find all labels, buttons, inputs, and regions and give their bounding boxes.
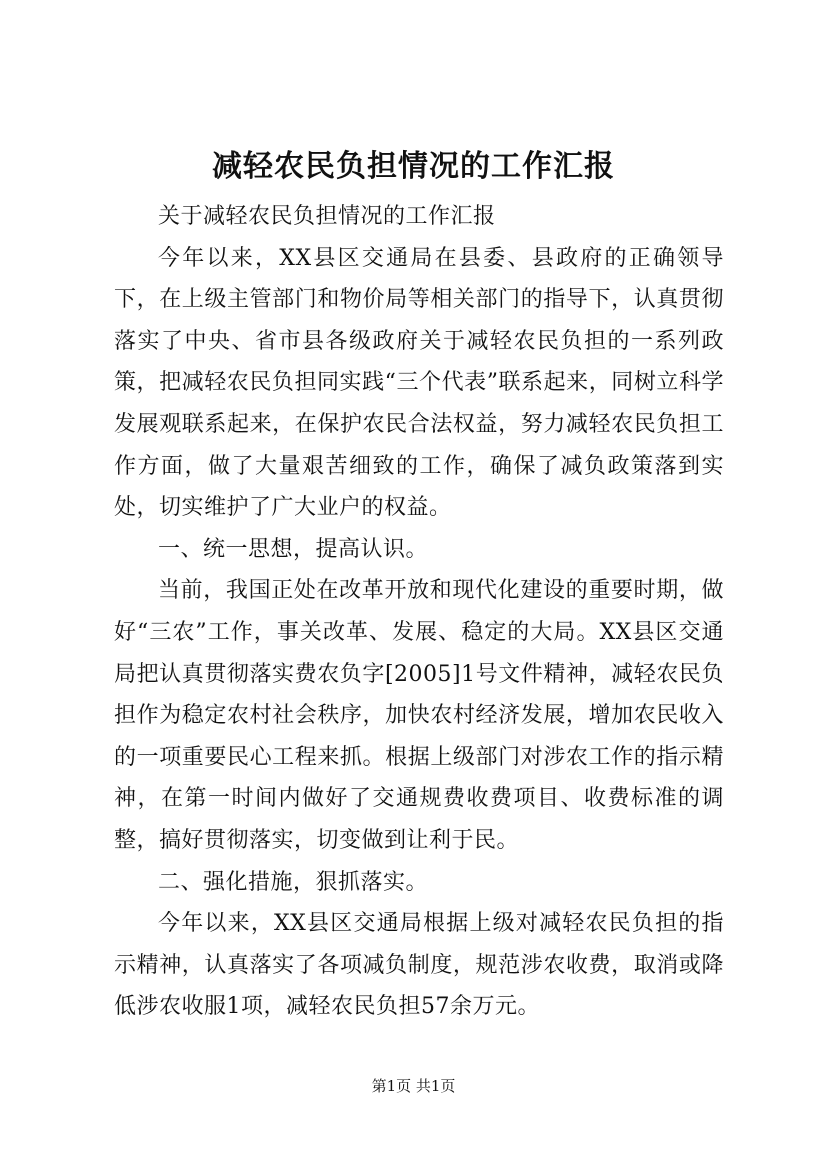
paragraph-section-1: 当前，我国正处在改革开放和现代化建设的重要时期，做好“三农”工作，事关改革、发展、稳定的大局。XX县区交通局把认真贯彻落实费农负字[2005]1号文件精神，减轻农民负担作为稳定农村社会秩序，加快农村经济发展，增加农民收入的一项重要民心工程来抓。根据上级部门对涉农工作的指示精神，在第一时间内做好了交通规费收费项目、收费标准的调整，搞好贯彻落实，切变做到让利于民。 — [114, 578, 724, 853]
section-heading-2: 二、强化措施，狠抓落实。 — [158, 869, 429, 895]
page-footer: 第1页 共1页 — [371, 1077, 456, 1095]
document-body — [114, 196, 724, 1028]
paragraph-section-2: 今年以来，XX县区交通局根据上级对减轻农民负担的指示精神，认真落实了各项减负制度，规范涉农收费，取消或降低涉农收服1项，减轻农民负担57余万元。 — [114, 911, 724, 1020]
section-heading-1: 一、统一思想，提高认识。 — [158, 536, 429, 562]
paragraph-subtitle: 关于减轻农民负担情况的工作汇报 — [158, 204, 496, 229]
paragraph-intro: 今年以来，XX县区交通局在县委、县政府的正确领导下，在上级主管部门和物价局等相关部门的指导下，认真贯彻落实了中央、省市县各级政府关于减轻农民负担的一系列政策，把减轻农民负担同实践“三个代表”联系起来，同树立科学发展观联系起来，在保护农民合法权益，努力减轻农民负担工作方面，做了大量艰苦细致的工作，确保了减负政策落到实处，切实维护了广大业户的权益。 — [114, 245, 724, 521]
document-title: 减轻农民负担情况的工作汇报 — [212, 149, 615, 184]
